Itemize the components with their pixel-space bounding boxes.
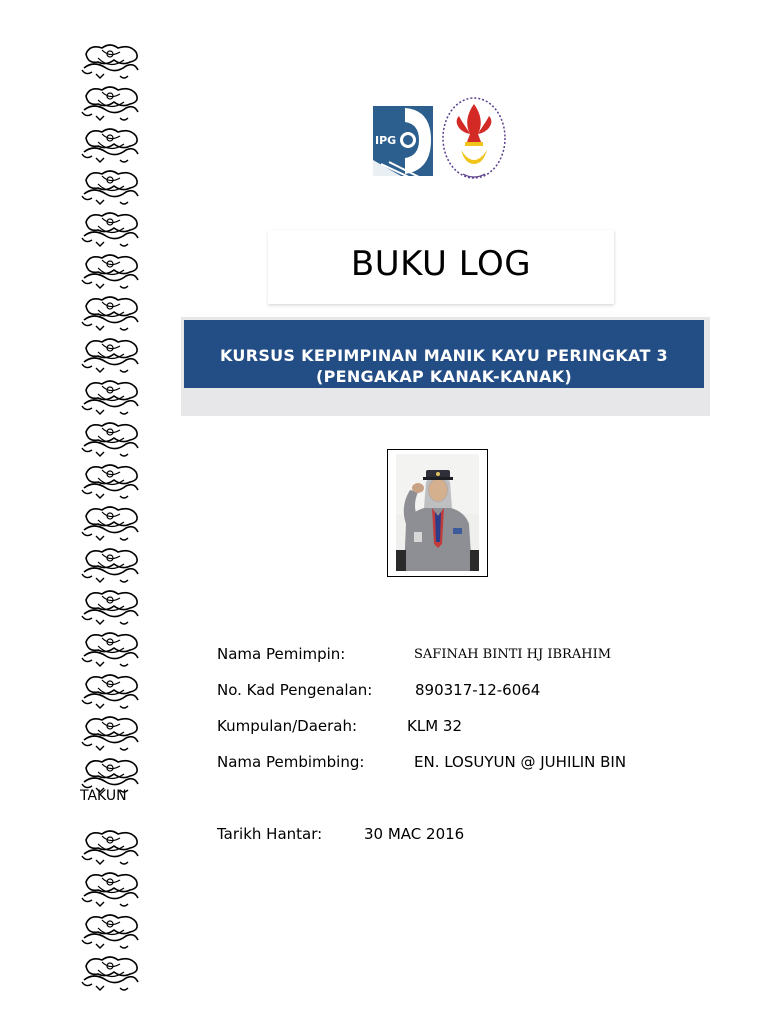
knot-ornament [80, 868, 142, 908]
knot-ornament [80, 376, 142, 416]
knot-ornament [80, 826, 142, 866]
knot-ornament [80, 712, 142, 752]
border-caption: TAKUN [80, 788, 127, 804]
logo-group [371, 94, 511, 190]
supervisor-label: Nama Pembimbing: [217, 753, 365, 771]
knot-ornament [80, 502, 142, 542]
svg-text:IPG: IPG [375, 134, 397, 147]
knot-ornament [80, 952, 142, 992]
title-box [268, 230, 614, 304]
knot-ornament [80, 250, 142, 290]
scout-emblem-logo [437, 94, 511, 190]
document-title: BUKU LOG [350, 244, 532, 284]
course-banner [184, 320, 704, 388]
leader-photo [396, 454, 479, 571]
side-knot-border [80, 40, 142, 1000]
knot-ornament [80, 208, 142, 248]
knot-ornament [80, 628, 142, 668]
knot-ornament [80, 910, 142, 950]
knot-ornament [80, 418, 142, 458]
knot-ornament [80, 334, 142, 374]
knot-ornament [80, 460, 142, 500]
knot-ornament [80, 544, 142, 584]
group-value: KLM 32 [407, 717, 462, 735]
course-banner-panel [181, 317, 710, 416]
ipg-logo [371, 100, 435, 178]
date-value: 30 MAC 2016 [364, 825, 465, 843]
leader-label: Nama Pemimpin: [217, 645, 346, 663]
supervisor-value: EN. LOSUYUN @ JUHILIN BIN [414, 753, 627, 771]
ic-value: 890317-12-6064 [415, 681, 541, 699]
knot-ornament [80, 124, 142, 164]
knot-ornament [80, 40, 142, 80]
course-title-line1: KURSUS KEPIMPINAN MANIK KAYU PERINGKAT 3 [219, 346, 668, 365]
leader-value: SAFINAH BINTI HJ IBRAHIM [414, 647, 612, 662]
photo-frame [387, 449, 488, 577]
knot-ornament [80, 292, 142, 332]
knot-ornament [80, 82, 142, 122]
ic-label: No. Kad Pengenalan: [217, 681, 373, 699]
knot-ornament [80, 586, 142, 626]
course-title-line2: (PENGAKAP KANAK-KANAK) [315, 367, 573, 386]
group-label: Kumpulan/Daerah: [217, 717, 358, 735]
knot-ornament [80, 166, 142, 206]
knot-ornament [80, 670, 142, 710]
date-label: Tarikh Hantar: [217, 825, 323, 843]
